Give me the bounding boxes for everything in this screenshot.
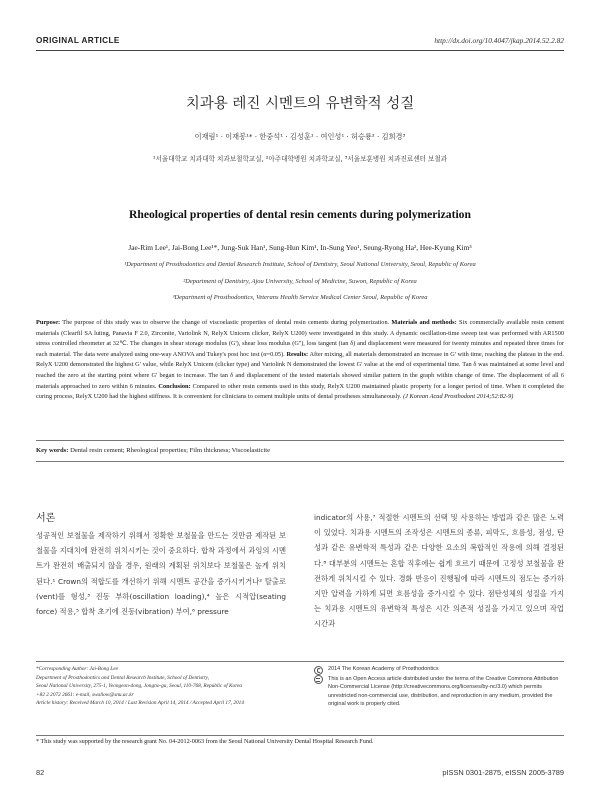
funding-note: * This study was supported by the research grant No. 04-2012-0063 from the Seoul National University Dental Hospital Research Fund. bbox=[36, 738, 374, 745]
abstract-results-label: Results: bbox=[286, 350, 309, 358]
license-row bbox=[314, 675, 564, 709]
abstract-purpose: The purpose of this study was to observe the change of viscoelastic properties of dental resin cements during polymerization. bbox=[62, 319, 390, 326]
funding-rule bbox=[36, 735, 564, 736]
footnote-rule bbox=[36, 661, 564, 662]
copyright-row bbox=[314, 665, 564, 675]
corresponding-department: Department of Prosthodontics and Dental Research Institute, School of Dentistry, bbox=[36, 674, 210, 681]
abstract-results: After mixing, all materials demonstrated an increase in G' with time, reaching the plateau in the end. RelyX U200 demonstrated the highest G' value, while RelyX Unicem (clicker type) and Variolink N demonstrated the lowest G' value at the end of experimental time. Tan δ was maintained at some level and reached the zero at the starting point where G' began to increase. The tan δ and displacement of the tested materials showed similar pattern in the graph within change of time. The displacement of all 6 materials approached to zero within 6 minutes. bbox=[36, 350, 565, 390]
article-history: Article history: Received March 10, 2014 / Last Revision April 14, 2014 / Accepted April 17, 2014 bbox=[36, 700, 244, 707]
corresponding-author-note bbox=[36, 665, 286, 708]
creative-commons-icon bbox=[314, 675, 323, 684]
abstract-conclusion-label: Conclusion: bbox=[158, 382, 191, 390]
corresponding-contact: +82 2 2072 2661: e-mail, swallow@snu.ac.kr bbox=[36, 691, 134, 698]
korean-title: 치과용 레진 시멘트의 유변학적 성질 bbox=[185, 96, 415, 112]
article-type: ORIGINAL ARTICLE bbox=[36, 36, 120, 45]
copyright-icon bbox=[314, 666, 323, 675]
issn: pISSN 0301-2875, eISSN 2005-3789 bbox=[442, 768, 564, 777]
korean-authors: 이재림¹ · 이재봉¹* · 한중석¹ · 김성훈¹ · 여인성¹ · 허승룡² · 김희경³ bbox=[194, 132, 406, 141]
keywords-label: Key words: bbox=[36, 447, 69, 454]
corresponding-address: Seoul National University, 275-1, Yeongeon-dong, Jongno-gu, Seoul, 110-768, Republic of Korea bbox=[36, 683, 243, 690]
abstract-purpose-label: Purpose: bbox=[36, 319, 61, 326]
license-note bbox=[314, 665, 564, 709]
header-rule bbox=[36, 50, 564, 51]
korean-affiliations: ¹서울대학교 치과대학 치과보철학교실, ²아주대학병원 치과학교실, ³서울보훈병원 치과진료센터 보철과 bbox=[152, 155, 448, 163]
doi-link[interactable]: http://dx.doi.org/10.4047/jkap.2014.52.2.82 bbox=[434, 36, 564, 45]
page-header bbox=[36, 36, 564, 50]
section-heading-introduction: 서론 bbox=[36, 513, 56, 524]
abstract-methods: Six commercially available resin cement materials (Clearfil SA luting, Panavia F 2.0, Zirconite, Variolink N, RelyX Unicem clicker, RelyX U200) were investigated in this study. A dynamic oscillation-time sweep test was performed with AR1500 stress controlled rheometer at 32℃. The changes in shear storage modulus (G'), shear loss modulus (G''), loss tangent (tan δ) and displacement were measured for twenty minutes and repeated three times for each material. The data were analyzed using one-way ANOVA and Tukey's post hoc test (α=0.05). bbox=[36, 319, 565, 358]
abstract-methods-label: Materials and methods: bbox=[391, 319, 457, 326]
keywords-rule bbox=[36, 461, 564, 462]
english-title: Rheological properties of dental resin cements during polymerization bbox=[129, 208, 471, 221]
abstract-rule bbox=[36, 440, 564, 441]
license-text: This is an Open Access article distributed under the terms of the Creative Commons Attribution Non-Commercial License (http://creativecommons.org/licenses/by-nc/3.0) which permits unrestricted non-commercial use, distribution, and reproduction in any medium, provided the original work is properly cited. bbox=[328, 675, 559, 708]
page-number: 82 bbox=[36, 768, 45, 777]
body-left-column: 성공적인 보철물을 제작하기 위해서 정확한 보철물을 만드는 것만큼 제작된 보철물을 지대치에 완전히 위치시키는 것이 중요하다. 합착 과정에서 과잉의 시멘트가 완전히 배출되지 않을 경우, 원래의 계획된 위치보다 보철물은 높게 위치된다.¹ Crown의 적합도를 개선하기 위해 시멘트 공간을 증가시키거나² 탈출로(vent)를 형성,³ 진동 부하(oscillation loading),⁴ 높은 시적압(seating force) 적용,⁵ 합착 초기에 진동(vibration) 부여,⁶ pressure bbox=[36, 531, 286, 617]
keywords-text: Dental resin cement; Rheological properties; Film thickness; Viscoelasticite bbox=[70, 447, 271, 454]
abstract-conclusion: Compared to other resin cements used in this study, RelyX U200 maintained plastic property for a longer period of time. When it completed the curing process, RelyX U200 had the highest stiffness. It is convenient for clinicians to cement multiple units of dental prostheses simultaneously. bbox=[36, 382, 565, 401]
copyright-text: 2014 The Korean Academy of Prosthodontics bbox=[328, 666, 439, 672]
english-authors: Jae-Rim Lee¹, Jai-Bong Lee¹*, Jung-Suk Han¹, Sung-Hun Kim¹, In-Sung Yeo¹, Seung-Ryong Ha², Hee-Kyung Kim³ bbox=[128, 243, 472, 252]
english-affiliation-1: ¹Department of Prosthodontics and Dental Research Institute, School of Dentistry, Seoul National University, Seoul, Republic of Korea bbox=[124, 261, 476, 268]
corresponding-label: *Corresponding Author: Jai-Bong Lee bbox=[36, 666, 118, 672]
abstract-citation: (J Korean Acad Prosthodont 2014;52:82-9) bbox=[403, 393, 514, 401]
keywords bbox=[36, 447, 564, 454]
english-affiliation-3: ³Department of Prosthodontics, Veterans Health Service Medical Center Seoul, Republic of Korea bbox=[172, 294, 428, 301]
english-affiliation-2: ²Department of Dentistry, Ajou University, School of Medicine, Suwon, Republic of Korea bbox=[183, 278, 417, 285]
body-right-column: indicator의 사용,⁷ 적절한 시멘트의 선택 및 사용하는 방법과 같은 많은 노력이 있었다. 치과용 시멘트의 조작성은 시멘트의 종류, 피막도, 흐름성, 점성, 탄성과 같은 유변학적 특성과 같은 다양한 요소의 복합적인 작용에 의해 결정된다.⁸ 대부분의 시멘트는 혼합 직후에는 쉽게 흐르기 때문에 고정성 보철물을 완전하게 위치시킬 수 있다. 경화 반응이 진행될에 따라 시멘트의 점도는 증가하지만 압력을 가하게 되면 흐름성을 증가시킬 수 있다. 점탄성체의 성질을 가지는 치과용 시멘트의 유변학적 특성은 시간 의존적 성질을 가지고 있으며 작업 시간과 bbox=[314, 513, 564, 629]
abstract bbox=[36, 318, 564, 403]
